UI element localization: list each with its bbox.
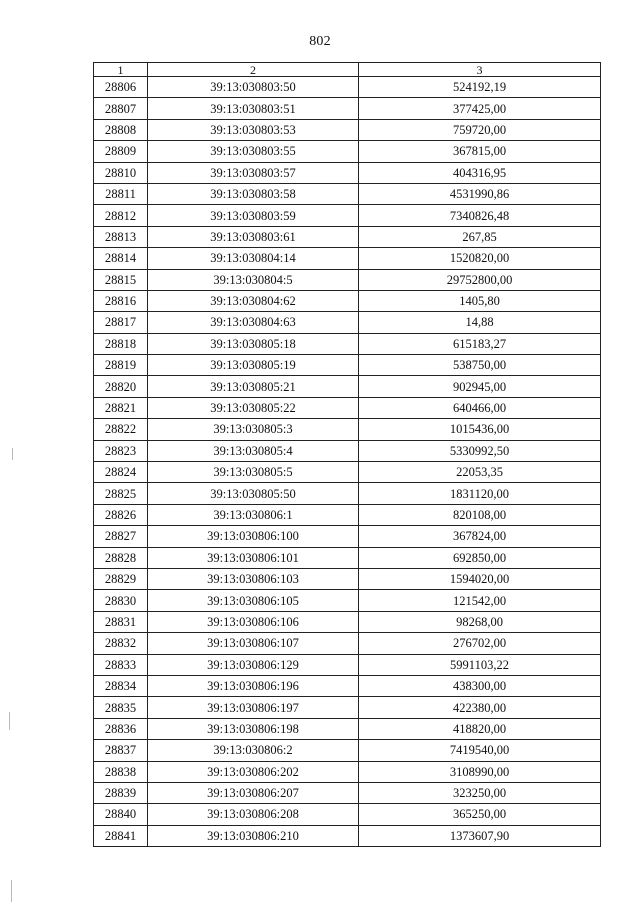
cadastral-number-cell: 39:13:030803:61: [148, 226, 359, 247]
table-row: [94, 248, 601, 269]
table-row: [94, 162, 601, 183]
cadastral-value-table: [93, 62, 601, 847]
table-row: [94, 312, 601, 333]
table-row: [94, 590, 601, 611]
cadastral-number-cell: 39:13:030806:100: [148, 526, 359, 547]
row-number-cell: 28823: [94, 440, 148, 461]
row-number-cell: 28809: [94, 141, 148, 162]
table-row: [94, 654, 601, 675]
cadastral-number-cell: 39:13:030806:1: [148, 504, 359, 525]
cadastral-value-cell: 404316,95: [359, 162, 601, 183]
header-col-2: 2: [148, 63, 359, 77]
table-row: [94, 269, 601, 290]
row-number-cell: 28830: [94, 590, 148, 611]
table-row: [94, 290, 601, 311]
row-number-cell: 28833: [94, 654, 148, 675]
table-row: [94, 718, 601, 739]
cadastral-value-cell: 121542,00: [359, 590, 601, 611]
cadastral-number-cell: 39:13:030803:57: [148, 162, 359, 183]
row-number-cell: 28837: [94, 740, 148, 761]
table-row: [94, 440, 601, 461]
row-number-cell: 28832: [94, 633, 148, 654]
table-row: [94, 205, 601, 226]
cadastral-value-cell: 1520820,00: [359, 248, 601, 269]
cadastral-number-cell: 39:13:030803:51: [148, 98, 359, 119]
row-number-cell: 28822: [94, 419, 148, 440]
table-row: [94, 825, 601, 846]
header-row: [94, 63, 601, 77]
cadastral-number-cell: 39:13:030806:105: [148, 590, 359, 611]
cadastral-number-cell: 39:13:030806:107: [148, 633, 359, 654]
row-number-cell: 28841: [94, 825, 148, 846]
cadastral-value-cell: 5330992,50: [359, 440, 601, 461]
cadastral-value-cell: 7340826,48: [359, 205, 601, 226]
row-number-cell: 28812: [94, 205, 148, 226]
table-row: [94, 119, 601, 140]
table-row: [94, 141, 601, 162]
row-number-cell: 28821: [94, 397, 148, 418]
row-number-cell: 28834: [94, 675, 148, 696]
cadastral-number-cell: 39:13:030806:202: [148, 761, 359, 782]
cadastral-value-cell: 367815,00: [359, 141, 601, 162]
row-number-cell: 28816: [94, 290, 148, 311]
cadastral-number-cell: 39:13:030805:5: [148, 462, 359, 483]
table-row: [94, 547, 601, 568]
table-row: [94, 761, 601, 782]
row-number-cell: 28831: [94, 611, 148, 632]
header-col-3: 3: [359, 63, 601, 77]
table-row: [94, 504, 601, 525]
cadastral-value-cell: 3108990,00: [359, 761, 601, 782]
cadastral-value-cell: 759720,00: [359, 119, 601, 140]
table-row: [94, 568, 601, 589]
cadastral-value-cell: 902945,00: [359, 376, 601, 397]
row-number-cell: 28829: [94, 568, 148, 589]
cadastral-value-cell: 29752800,00: [359, 269, 601, 290]
row-number-cell: 28810: [94, 162, 148, 183]
table-row: [94, 183, 601, 204]
table-row: [94, 611, 601, 632]
row-number-cell: 28840: [94, 804, 148, 825]
cadastral-number-cell: 39:13:030803:53: [148, 119, 359, 140]
cadastral-number-cell: 39:13:030805:21: [148, 376, 359, 397]
cadastral-number-cell: 39:13:030803:55: [148, 141, 359, 162]
cadastral-value-cell: 5991103,22: [359, 654, 601, 675]
cadastral-number-cell: 39:13:030805:19: [148, 355, 359, 376]
cadastral-number-cell: 39:13:030806:103: [148, 568, 359, 589]
table-row: [94, 226, 601, 247]
cadastral-value-cell: 14,88: [359, 312, 601, 333]
row-number-cell: 28813: [94, 226, 148, 247]
row-number-cell: 28835: [94, 697, 148, 718]
row-number-cell: 28807: [94, 98, 148, 119]
table-header: [94, 63, 601, 77]
cadastral-number-cell: 39:13:030806:210: [148, 825, 359, 846]
cadastral-value-cell: 692850,00: [359, 547, 601, 568]
cadastral-number-cell: 39:13:030806:196: [148, 675, 359, 696]
cadastral-number-cell: 39:13:030803:58: [148, 183, 359, 204]
table-body: [94, 77, 601, 847]
cadastral-value-cell: 438300,00: [359, 675, 601, 696]
table-row: [94, 419, 601, 440]
cadastral-value-cell: 418820,00: [359, 718, 601, 739]
table-row: [94, 462, 601, 483]
table-row: [94, 333, 601, 354]
scan-mark: [9, 712, 10, 730]
scan-mark: [12, 448, 13, 460]
row-number-cell: 28808: [94, 119, 148, 140]
table-row: [94, 740, 601, 761]
cadastral-number-cell: 39:13:030806:197: [148, 697, 359, 718]
cadastral-number-cell: 39:13:030806:106: [148, 611, 359, 632]
row-number-cell: 28838: [94, 761, 148, 782]
cadastral-number-cell: 39:13:030804:5: [148, 269, 359, 290]
row-number-cell: 28815: [94, 269, 148, 290]
table-row: [94, 526, 601, 547]
row-number-cell: 28827: [94, 526, 148, 547]
cadastral-value-cell: 640466,00: [359, 397, 601, 418]
table-row: [94, 355, 601, 376]
cadastral-value-cell: 524192,19: [359, 77, 601, 98]
cadastral-value-cell: 422380,00: [359, 697, 601, 718]
cadastral-number-cell: 39:13:030806:2: [148, 740, 359, 761]
cadastral-number-cell: 39:13:030804:63: [148, 312, 359, 333]
cadastral-number-cell: 39:13:030803:50: [148, 77, 359, 98]
cadastral-number-cell: 39:13:030803:59: [148, 205, 359, 226]
row-number-cell: 28819: [94, 355, 148, 376]
row-number-cell: 28824: [94, 462, 148, 483]
table-row: [94, 397, 601, 418]
cadastral-value-cell: 1405,80: [359, 290, 601, 311]
table-row: [94, 675, 601, 696]
row-number-cell: 28826: [94, 504, 148, 525]
cadastral-value-cell: 820108,00: [359, 504, 601, 525]
cadastral-value-cell: 1594020,00: [359, 568, 601, 589]
cadastral-value-cell: 377425,00: [359, 98, 601, 119]
cadastral-number-cell: 39:13:030805:18: [148, 333, 359, 354]
table-row: [94, 98, 601, 119]
cadastral-number-cell: 39:13:030805:4: [148, 440, 359, 461]
table-row: [94, 697, 601, 718]
cadastral-value-cell: 7419540,00: [359, 740, 601, 761]
row-number-cell: 28839: [94, 782, 148, 803]
row-number-cell: 28814: [94, 248, 148, 269]
cadastral-value-cell: 98268,00: [359, 611, 601, 632]
cadastral-number-cell: 39:13:030804:62: [148, 290, 359, 311]
cadastral-value-cell: 4531990,86: [359, 183, 601, 204]
row-number-cell: 28828: [94, 547, 148, 568]
table-row: [94, 804, 601, 825]
page-number: 802: [309, 34, 331, 49]
cadastral-value-cell: 1373607,90: [359, 825, 601, 846]
cadastral-value-cell: 323250,00: [359, 782, 601, 803]
cadastral-number-cell: 39:13:030805:50: [148, 483, 359, 504]
row-number-cell: 28817: [94, 312, 148, 333]
cadastral-number-cell: 39:13:030805:3: [148, 419, 359, 440]
cadastral-value-cell: 276702,00: [359, 633, 601, 654]
cadastral-value-cell: 1015436,00: [359, 419, 601, 440]
cadastral-number-cell: 39:13:030806:129: [148, 654, 359, 675]
table-row: [94, 483, 601, 504]
cadastral-value-cell: 615183,27: [359, 333, 601, 354]
table-row: [94, 633, 601, 654]
cadastral-number-cell: 39:13:030806:198: [148, 718, 359, 739]
table-row: [94, 376, 601, 397]
cadastral-number-cell: 39:13:030806:207: [148, 782, 359, 803]
row-number-cell: 28818: [94, 333, 148, 354]
row-number-cell: 28811: [94, 183, 148, 204]
cadastral-number-cell: 39:13:030804:14: [148, 248, 359, 269]
cadastral-value-cell: 365250,00: [359, 804, 601, 825]
cadastral-value-cell: 538750,00: [359, 355, 601, 376]
table-row: [94, 77, 601, 98]
row-number-cell: 28820: [94, 376, 148, 397]
row-number-cell: 28836: [94, 718, 148, 739]
table-row: [94, 782, 601, 803]
header-col-1: 1: [94, 63, 148, 77]
cadastral-number-cell: 39:13:030806:208: [148, 804, 359, 825]
row-number-cell: 28825: [94, 483, 148, 504]
cadastral-value-cell: 22053,35: [359, 462, 601, 483]
scan-mark: [11, 880, 12, 902]
cadastral-number-cell: 39:13:030806:101: [148, 547, 359, 568]
row-number-cell: 28806: [94, 77, 148, 98]
cadastral-number-cell: 39:13:030805:22: [148, 397, 359, 418]
cadastral-value-cell: 267,85: [359, 226, 601, 247]
cadastral-value-cell: 1831120,00: [359, 483, 601, 504]
cadastral-value-cell: 367824,00: [359, 526, 601, 547]
